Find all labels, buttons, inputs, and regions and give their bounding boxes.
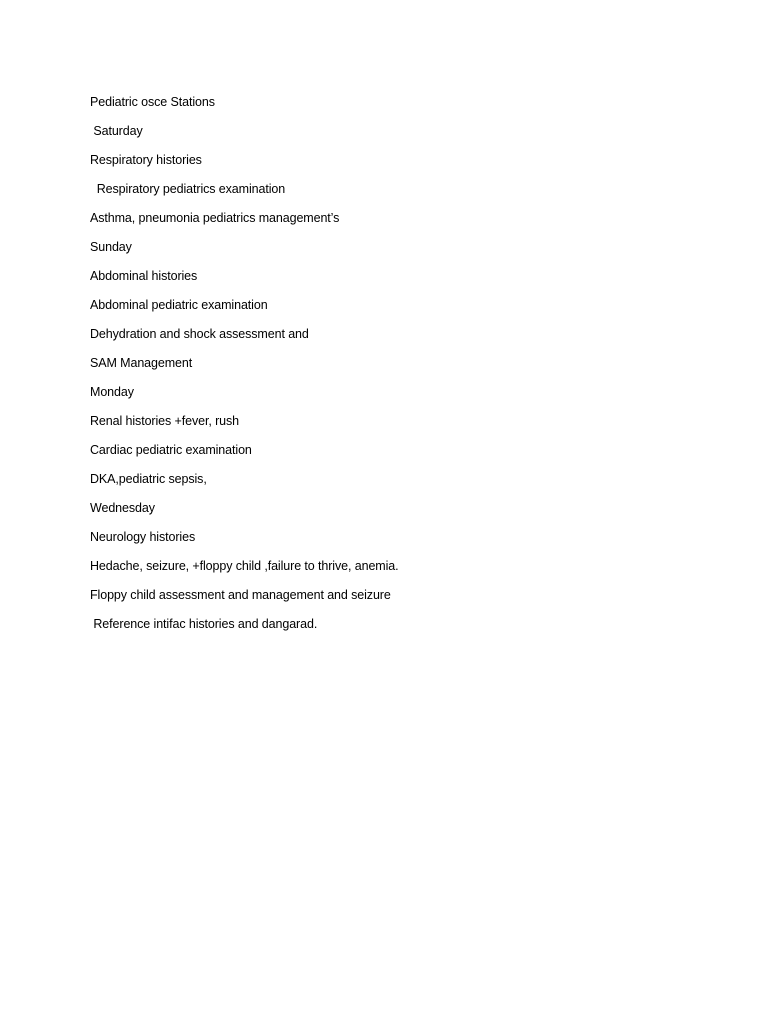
topic-line: Hedache, seizure, +floppy child ,failure to thrive, anemia. <box>90 559 399 573</box>
topic-line: Cardiac pediatric examination <box>90 443 252 457</box>
topic-line: Respiratory histories <box>90 153 202 167</box>
topic-line: Floppy child assessment and management and seizure <box>90 588 391 602</box>
topic-line: Abdominal pediatric examination <box>90 298 268 312</box>
document-body <box>90 93 730 644</box>
day-heading-sunday: Sunday <box>90 240 132 254</box>
topic-line: Dehydration and shock assessment and <box>90 327 309 341</box>
topic-line: Neurology histories <box>90 530 196 544</box>
topic-line: Respiratory pediatrics examination <box>90 182 286 196</box>
day-heading-saturday: Saturday <box>90 124 143 138</box>
topic-line: Asthma, pneumonia pediatrics management’s <box>90 211 340 225</box>
topic-line: SAM Management <box>90 356 193 370</box>
day-heading-wednesday: Wednesday <box>90 501 155 515</box>
topic-line: Abdominal histories <box>90 269 198 283</box>
topic-line: DKA,pediatric sepsis, <box>90 472 207 486</box>
document-title: Pediatric osce Stations <box>90 95 215 109</box>
reference-line: Reference intifac histories and dangarad. <box>90 617 318 631</box>
topic-line: Renal histories +fever, rush <box>90 414 240 428</box>
day-heading-monday: Monday <box>90 385 134 399</box>
